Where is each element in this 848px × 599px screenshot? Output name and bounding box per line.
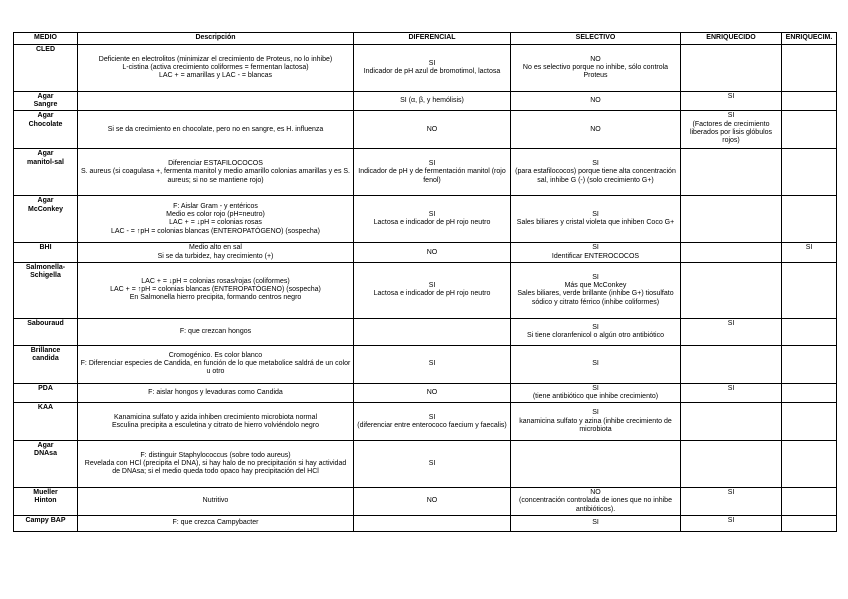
header-selectivo: SELECTIVO — [511, 33, 681, 45]
cell-line: Mueller — [33, 489, 58, 497]
table-row — [14, 403, 837, 441]
selectivo-cell — [511, 149, 681, 196]
medio-cell — [14, 403, 78, 441]
cell-line: S. aureus (si coagulasa +, fermenta manitol y medio amarillo colonias amarillas y es S. aureus; si no se mantiene rojo) — [80, 168, 351, 184]
cell-line: Más que McConkey — [564, 282, 627, 290]
enriquecim-cell — [782, 243, 837, 262]
descripcion-cell — [78, 441, 354, 488]
cell-line: Identificar ENTEROCOCOS — [551, 252, 640, 260]
header-medio: MEDIO — [14, 33, 78, 45]
cell-line: kanamicina sulfato y azina (inhibe crecimiento de microbiota — [519, 417, 672, 433]
diferencial-cell — [354, 149, 511, 196]
cell-line: manitol-sal — [27, 158, 64, 166]
cell-line: Hinton — [34, 497, 57, 505]
cell-line: LAC + = ↑pH = colonias blancas (ENTEROPATÓGENO) (sospecha) — [110, 286, 321, 294]
selectivo-cell — [511, 515, 681, 531]
selectivo-cell — [511, 488, 681, 516]
diferencial-cell — [354, 196, 511, 243]
table-row — [14, 149, 837, 196]
cell-line: Agar — [37, 197, 54, 205]
cell-line: Agar — [37, 442, 54, 450]
cell-line: NO — [426, 388, 438, 396]
cell-line: Diferenciar ESTAFILOCOCOS — [168, 160, 263, 168]
cell-line: KAA — [37, 404, 54, 412]
table-row — [14, 45, 837, 92]
enriquecim-cell — [782, 403, 837, 441]
cell-line: Salmonella- — [25, 263, 66, 271]
cell-line: SI — [727, 319, 735, 327]
cell-line: SI — [727, 489, 735, 497]
cell-line: F: que crezca Campybacter — [172, 519, 259, 527]
diferencial-cell — [354, 111, 511, 149]
cell-line: SI — [592, 323, 599, 331]
cell-line: McConkey — [27, 205, 63, 213]
cell-line: F: Aislar Gram - y entéricos — [173, 203, 258, 210]
table-header — [14, 33, 837, 45]
table-row — [14, 383, 837, 402]
selectivo-cell — [511, 262, 681, 318]
enriquecim-cell — [782, 441, 837, 488]
enriquecim-cell — [782, 318, 837, 345]
diferencial-cell — [354, 515, 511, 531]
enriquecido-cell — [681, 403, 782, 441]
descripcion-cell — [78, 262, 354, 318]
descripcion-cell — [78, 243, 354, 262]
diferencial-cell — [354, 45, 511, 92]
cell-line: F: que crezcan hongos — [179, 327, 252, 335]
enriquecido-cell — [681, 45, 782, 92]
header-enriquecido: ENRIQUECIDO — [681, 33, 782, 45]
descripcion-cell — [78, 318, 354, 345]
cell-line: F: aislar hongos y levaduras como Candida — [148, 388, 283, 396]
cell-line: SI — [428, 211, 436, 219]
enriquecim-cell — [782, 383, 837, 402]
cell-line: LAC + = amarillas y LAC - = blancas — [158, 72, 273, 80]
cell-line: NO — [590, 55, 601, 63]
selectivo-cell — [511, 111, 681, 149]
cell-line: LAC + = ↓pH = colonias rosas/rojas (coliformes) — [141, 278, 290, 285]
enriquecim-cell — [782, 149, 837, 196]
enriquecim-cell — [782, 515, 837, 531]
cell-line: SI (α, β, y hemólisis) — [400, 97, 464, 105]
cell-line: L-cistina (activa crecimiento coliformes = fermentan lactosa) — [122, 63, 309, 71]
cell-line: Brillance — [30, 346, 61, 354]
table-row — [14, 488, 837, 516]
cell-line: Si se da turbidez, hay crecimiento (+) — [157, 252, 274, 260]
diferencial-cell — [354, 403, 511, 441]
selectivo-cell — [511, 45, 681, 92]
cell-line: En Salmonella hierro precipita, formando centros negro — [129, 294, 302, 302]
enriquecim-cell — [782, 488, 837, 516]
enriquecim-cell — [782, 196, 837, 243]
table-row — [14, 318, 837, 345]
selectivo-cell — [511, 196, 681, 243]
cell-line: SI — [592, 384, 599, 392]
cell-line: SI — [805, 244, 813, 252]
descripcion-cell — [78, 92, 354, 111]
cell-line: NO — [590, 489, 601, 497]
cell-line: F: distinguir Staphylococcus (sobre todo aureus) — [140, 451, 291, 459]
descripcion-cell — [78, 45, 354, 92]
selectivo-cell — [511, 345, 681, 383]
cell-line: SI — [592, 360, 599, 368]
descripcion-cell — [78, 111, 354, 149]
cell-line: (para estafilococos) porque tiene alta concentración sal, inhibe G (-) (solo crecimiento G+) — [515, 168, 676, 184]
cell-line: SI — [727, 384, 735, 392]
cell-line: LAC - = ↑pH = colonias blancas (ENTEROPATÓGENO) (sospecha) — [110, 227, 321, 235]
medio-cell — [14, 262, 78, 318]
cell-line: SI — [592, 211, 599, 219]
descripcion-cell — [78, 403, 354, 441]
cell-line: NO — [426, 125, 438, 133]
cell-line: Nutritivo — [202, 497, 229, 505]
selectivo-cell — [511, 318, 681, 345]
cell-line: SI — [592, 160, 599, 168]
selectivo-cell — [511, 383, 681, 402]
cell-line: Campy BAP — [25, 516, 66, 524]
table-row — [14, 243, 837, 262]
medio-cell — [14, 383, 78, 402]
descripcion-cell — [78, 515, 354, 531]
enriquecim-cell — [782, 262, 837, 318]
enriquecim-cell — [782, 45, 837, 92]
cell-line: No es selectivo porque no inhibe, sólo controla Proteus — [522, 63, 669, 80]
medio-cell — [14, 515, 78, 531]
cell-line: Schigella — [30, 272, 61, 280]
medio-cell — [14, 345, 78, 383]
table-row — [14, 92, 837, 111]
cell-line: (diferenciar entre enterococo faecium y faecalis) — [357, 421, 507, 429]
cell-line: Esculina precipita a esculetina y citrato de hierro volviéndolo negro — [111, 421, 319, 429]
medio-cell — [14, 111, 78, 149]
enriquecido-cell — [681, 318, 782, 345]
cell-line: Chocolate — [28, 120, 63, 128]
diferencial-cell — [354, 441, 511, 488]
enriquecido-cell — [681, 92, 782, 111]
cell-line: NO — [426, 497, 438, 505]
diferencial-cell — [354, 243, 511, 262]
cell-line: SI — [428, 282, 436, 290]
diferencial-cell — [354, 262, 511, 318]
cell-line: SI — [428, 460, 436, 468]
diferencial-cell — [354, 345, 511, 383]
medio-cell — [14, 196, 78, 243]
table-body — [14, 45, 837, 532]
cell-line: Kanamicina sulfato y azida inhiben crecimiento microbiota normal — [113, 413, 318, 421]
enriquecido-cell — [681, 441, 782, 488]
selectivo-cell — [511, 243, 681, 262]
cell-line: SI — [592, 273, 599, 281]
cell-line: Lactosa e indicador de pH rojo neutro — [373, 290, 491, 298]
cell-line: Deficiente en electrolitos (minimizar el crecimiento de Proteus, no lo inhibe) — [98, 55, 333, 63]
table-row — [14, 111, 837, 149]
cell-line: DNAsa — [34, 450, 57, 458]
medio-cell — [14, 149, 78, 196]
medio-cell — [14, 488, 78, 516]
descripcion-cell — [78, 383, 354, 402]
cell-line: SI — [727, 516, 735, 524]
cell-line: SI — [592, 244, 599, 252]
header-row — [14, 33, 837, 45]
descripcion-cell — [78, 149, 354, 196]
cell-line: Medio alto en sal — [189, 244, 242, 252]
enriquecido-cell — [681, 262, 782, 318]
diferencial-cell — [354, 318, 511, 345]
cell-line: Sabouraud — [27, 319, 64, 327]
selectivo-cell — [511, 441, 681, 488]
cell-line: Agar — [37, 112, 54, 120]
selectivo-cell — [511, 92, 681, 111]
descripcion-cell — [78, 196, 354, 243]
cell-line: F: Diferenciar especies de Candida, en función de lo que metabolice saldrá de un color u otro — [80, 360, 351, 376]
header-descripcion: Descripción — [78, 33, 354, 45]
cell-line: SI — [592, 519, 599, 527]
cell-line: (tiene antibiótico que inhibe crecimiento) — [532, 393, 659, 401]
diferencial-cell — [354, 92, 511, 111]
cell-line: SI — [428, 413, 436, 421]
header-diferencial: DIFERENCIAL — [354, 33, 511, 45]
enriquecido-cell — [681, 111, 782, 149]
table-row — [14, 345, 837, 383]
table-row — [14, 441, 837, 488]
cell-line: Agar — [37, 93, 54, 100]
cell-line: Cromogénico. Es color blanco — [168, 352, 263, 359]
cell-line: Si se da crecimiento en chocolate, pero no en sangre, es H. influenza — [107, 125, 324, 133]
header-enriquecim: ENRIQUECIM. — [782, 33, 837, 45]
cell-line: Agar — [37, 150, 54, 158]
enriquecido-cell — [681, 383, 782, 402]
cell-line: NO — [590, 97, 601, 105]
cell-line: CLED — [35, 46, 56, 53]
cell-line: Indicador de pH y de fermentación manitol (rojo fenol) — [358, 168, 506, 184]
enriquecido-cell — [681, 488, 782, 516]
cell-line: LAC + = ↓pH = colonias rosas — [169, 219, 262, 227]
cell-line: (concentración controlada de iones que no inhibe antibióticos). — [519, 497, 672, 513]
enriquecido-cell — [681, 149, 782, 196]
cell-line: SI — [727, 93, 735, 100]
culture-media-table — [13, 32, 837, 532]
table-row — [14, 196, 837, 243]
enriquecim-cell — [782, 111, 837, 149]
cell-line: SI — [428, 59, 436, 67]
enriquecido-cell — [681, 243, 782, 262]
cell-line: Sales biliares y cristal violeta que inhiben Coco G+ — [516, 219, 675, 227]
medio-cell — [14, 318, 78, 345]
cell-line: Sangre — [33, 101, 58, 109]
descripcion-cell — [78, 345, 354, 383]
cell-line: Indicador de pH azul de bromotimol, lactosa — [363, 68, 501, 75]
selectivo-cell — [511, 403, 681, 441]
cell-line: PDA — [38, 384, 53, 392]
table-row — [14, 262, 837, 318]
cell-line: SI — [727, 112, 735, 120]
cell-line: SI — [428, 360, 436, 368]
medio-cell — [14, 45, 78, 92]
medio-cell — [14, 441, 78, 488]
cell-line: Sales biliares, verde brillante (inhibe G+) tiosulfato sódico y citrato férrico (inhibe coliformes) — [517, 290, 674, 306]
medio-cell — [14, 243, 78, 262]
cell-line: NO — [426, 248, 438, 256]
medio-cell — [14, 92, 78, 111]
cell-line: (Factores de crecimiento liberados por lisis glóbulos rojos) — [689, 120, 773, 145]
cell-line: SI — [592, 409, 599, 417]
cell-line: NO — [590, 125, 601, 133]
enriquecim-cell — [782, 345, 837, 383]
enriquecido-cell — [681, 345, 782, 383]
enriquecim-cell — [782, 92, 837, 111]
enriquecido-cell — [681, 196, 782, 243]
descripcion-cell — [78, 488, 354, 516]
cell-line: Lactosa e indicador de pH rojo neutro — [373, 219, 491, 227]
cell-line: Revelada con HCl (precipita el DNA), si hay halo de no precipitación si hay actividad de DNAsa; si el medio queda todo opaco hay precipitación del HCl — [84, 460, 347, 476]
table-row — [14, 515, 837, 531]
cell-line: SI — [428, 160, 436, 168]
cell-line: Si tiene cloranfenicol o algún otro antibiótico — [527, 331, 664, 339]
cell-line: candida — [32, 355, 59, 363]
cell-line: BHI — [39, 244, 52, 252]
diferencial-cell — [354, 383, 511, 402]
enriquecido-cell — [681, 515, 782, 531]
diferencial-cell — [354, 488, 511, 516]
cell-line: Medio es color rojo (pH=neutro) — [166, 211, 265, 219]
